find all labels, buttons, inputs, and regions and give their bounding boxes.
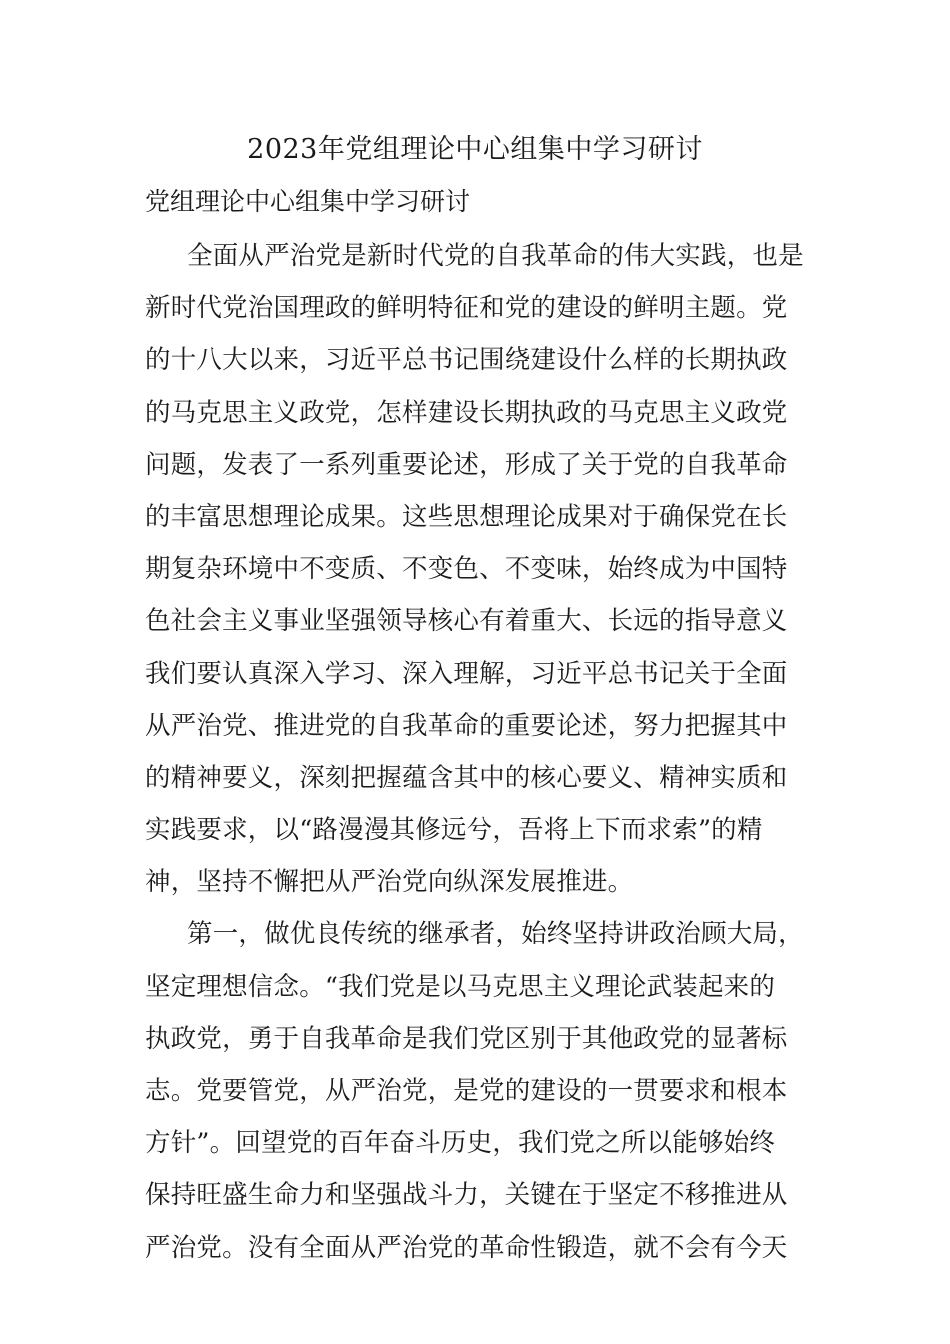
text-line: 的十八大以来，习近平总书记围绕建设什么样的长期执政	[145, 345, 788, 376]
text-line: 保持旺盛生命力和坚强战斗力，关键在于坚定不移推进从	[145, 1180, 788, 1211]
text-line: 坚定理想信念。“我们党是以马克思主义理论武装起来的	[145, 971, 776, 1002]
text-line: 志。党要管党，从严治党，是党的建设的一贯要求和根本	[145, 1076, 788, 1106]
text-line: 严治党。没有全面从严治党的革命性锻造，就不会有今天	[145, 1232, 788, 1263]
text-line: 全面从严治党是新时代党的自我革命的伟大实践，也是	[187, 241, 804, 271]
document-title: 2023年党组理论中心组集中学习研讨	[247, 134, 703, 165]
document-body	[145, 230, 810, 1274]
text-line: 实践要求，以“路漫漫其修远兮，吾将上下而求索”的精	[145, 815, 763, 846]
text-line: 从严治党、推进党的自我革命的重要论述，努力把握其中	[145, 710, 788, 741]
text-line: 问题，发表了一系列重要论述，形成了关于党的自我革命	[145, 449, 788, 480]
text-line: 新时代党治国理政的鲜明特征和党的建设的鲜明主题。党	[145, 293, 788, 324]
text-line: 我们要认真深入学习、深入理解，习近平总书记关于全面	[145, 658, 788, 689]
text-line: 的马克思主义政党，怎样建设长期执政的马克思主义政党	[145, 397, 788, 428]
document-subtitle: 党组理论中心组集中学习研讨	[145, 187, 471, 216]
text-line: 期复杂环境中不变质、不变色、不变味，始终成为中国特	[145, 554, 788, 585]
text-line: 色社会主义事业坚强领导核心有着重大、长远的指导意义	[145, 606, 788, 637]
text-line: 的丰富思想理论成果。这些思想理论成果对于确保党在长	[145, 501, 788, 532]
text-line: 执政党，勇于自我革命是我们党区别于其他政党的显著标	[145, 1023, 788, 1054]
text-line: 方针”。回望党的百年奋斗历史，我们党之所以能够始终	[145, 1128, 776, 1159]
text-line: 第一，做优良传统的继承者，始终坚持讲政治顾大局，	[187, 919, 804, 950]
text-line: 神，坚持不懈把从严治党向纵深发展推进。	[145, 867, 634, 898]
text-line: 的精神要义，深刻把握蕴含其中的核心要义、精神实质和	[145, 762, 788, 793]
